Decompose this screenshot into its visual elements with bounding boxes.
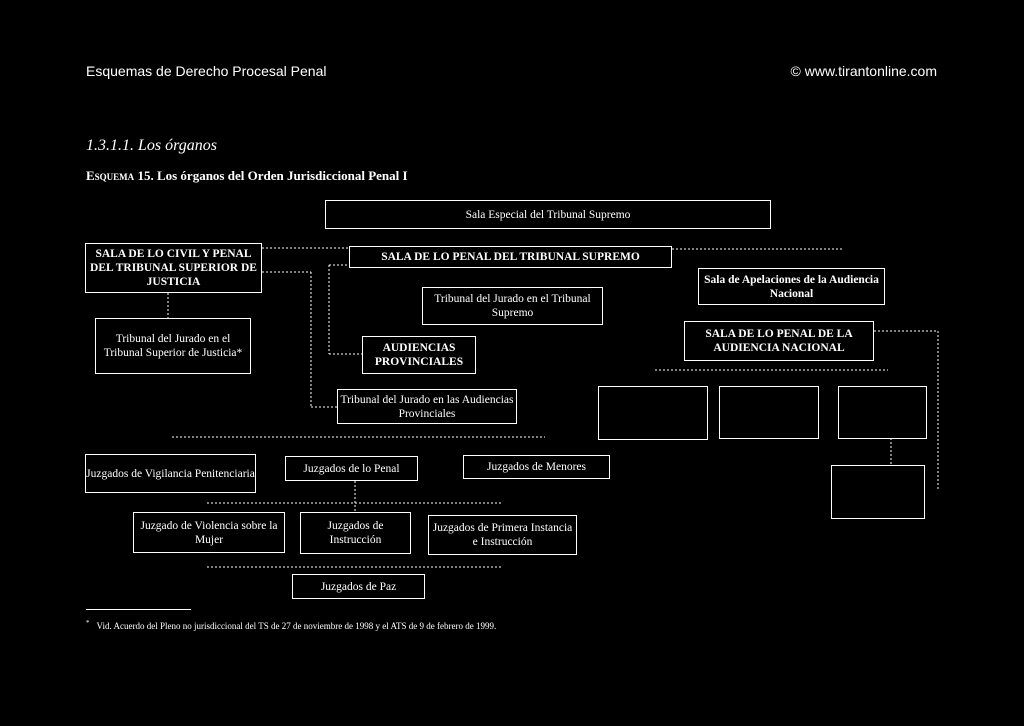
node-juzgados-penal: Juzgados de lo Penal — [285, 456, 418, 481]
document-header-title: Esquemas de Derecho Procesal Penal — [86, 63, 327, 79]
node-tribunal-jurado-ap: Tribunal del Jurado en las Audiencias Provinciales — [337, 389, 517, 424]
node-juzgados-vigilancia: Juzgados de Vigilancia Penitenciaria — [85, 454, 256, 493]
node-juzgados-instruccion: Juzgados de Instrucción — [300, 512, 411, 554]
footnote-rule — [86, 609, 191, 610]
node-tribunal-jurado-ts: Tribunal del Jurado en el Tribunal Supremo — [422, 287, 603, 325]
node-sala-apelaciones-an: Sala de Apelaciones de la Audiencia Nacional — [698, 268, 885, 305]
node-juzgados-primera-instancia: Juzgados de Primera Instancia e Instrucción — [428, 515, 577, 555]
node-sala-especial-ts: Sala Especial del Tribunal Supremo — [325, 200, 771, 229]
empty-node-1 — [598, 386, 708, 440]
node-juzgado-violencia: Juzgado de Violencia sobre la Mujer — [133, 512, 285, 553]
node-audiencias-provinciales: AUDIENCIAS PROVINCIALES — [362, 336, 476, 374]
empty-node-2 — [719, 386, 819, 439]
node-sala-penal-an: SALA DE LO PENAL DE LA AUDIENCIA NACIONAL — [684, 321, 874, 361]
document-header-source: © www.tirantonline.com — [790, 63, 937, 79]
footnote-text: Vid. Acuerdo del Pleno no jurisdiccional del TS de 27 de noviembre de 1998 y el ATS de 9 de febrero de 1999. — [96, 621, 497, 631]
node-juzgados-menores: Juzgados de Menores — [463, 455, 610, 479]
empty-node-3 — [838, 386, 927, 439]
section-title: 1.3.1.1. Los órganos — [86, 137, 217, 154]
footnote — [86, 619, 496, 631]
scheme-prefix: Esquema — [86, 168, 135, 183]
node-tribunal-jurado-tsj: Tribunal del Jurado en el Tribunal Superior de Justicia* — [95, 318, 251, 374]
empty-node-4 — [831, 465, 925, 519]
node-sala-civil-penal-tsj: SALA DE LO CIVIL Y PENAL DEL TRIBUNAL SUPERIOR DE JUSTICIA — [85, 243, 262, 293]
scheme-heading: 15. Los órganos del Orden Jurisdiccional Penal I — [137, 168, 408, 183]
footnote-mark: * — [86, 619, 90, 627]
node-sala-penal-ts: SALA DE LO PENAL DEL TRIBUNAL SUPREMO — [349, 246, 672, 268]
node-juzgados-paz: Juzgados de Paz — [292, 574, 425, 599]
